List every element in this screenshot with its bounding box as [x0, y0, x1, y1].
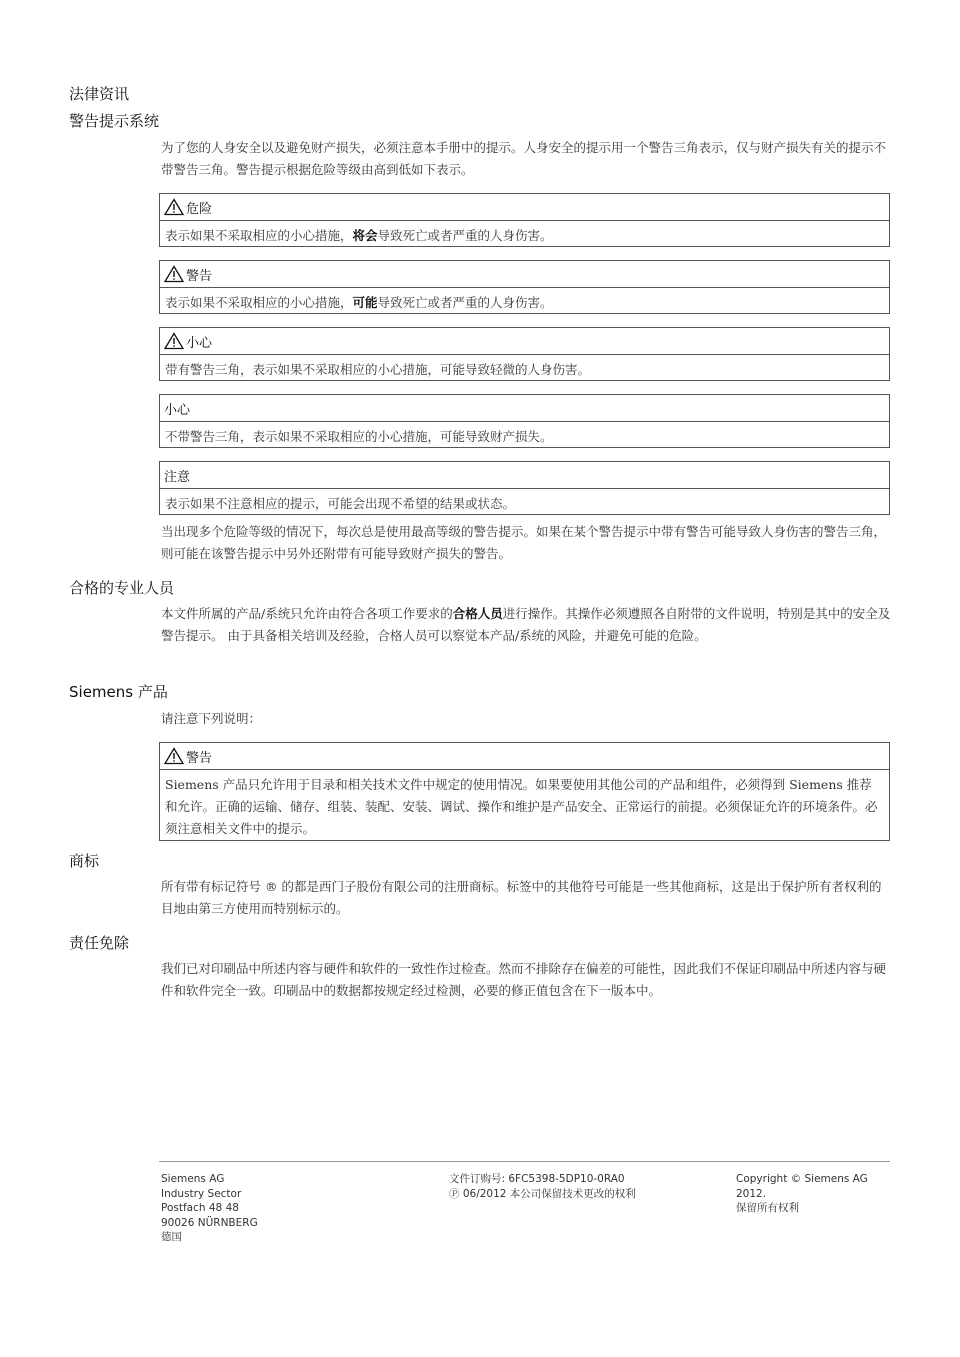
siemens-products-intro: 请注意下列说明： — [161, 711, 262, 726]
multi-level-note: 当出现多个危险等级的情况下，每次总是使用最高等级的警告提示。如果在某个警告提示中带有警告可能导致人身伤害的警告三角，则可能在该警告提示中另外还附带有可能导致财产损失的警告。 — [161, 524, 887, 561]
notice-caution-header — [160, 328, 889, 355]
trademarks-text: 所有带有标记符号 ® 的都是西门子股份有限公司的注册商标。标签中的其他符号可能是一些其他商标，这是出于保护所有者权利的 目地由第三方使用而特别标示的。 — [161, 879, 882, 916]
qualified-text-part: 进行操作。其操作必须遵照各自附带的文件说明，特别是其中的安全及警告提示。 由于具备相关培训及经验，合格人员可以察觉本产品/系统的风险，并避免可能的危险。 — [161, 606, 891, 643]
footer-address-line: 德国 — [161, 1231, 182, 1243]
notice-caution-box — [159, 394, 890, 448]
trademarks-heading: 商标 — [69, 852, 100, 870]
notice-warning-box — [159, 260, 890, 314]
footer-copyright-line: 2012. — [736, 1187, 767, 1200]
notice-caution-triangle-box — [159, 327, 890, 381]
notice-note-header — [160, 462, 889, 489]
notice-danger-text — [160, 221, 889, 250]
notice-text-emphasis: 将会 — [352, 228, 378, 243]
notice-warning-text — [160, 288, 889, 317]
notice-title: 警告 — [186, 750, 213, 766]
footer-address-line: Siemens AG — [161, 1173, 225, 1185]
notice-title: 危险 — [186, 201, 213, 217]
footer-divider — [159, 1161, 890, 1162]
warning-triangle-icon — [164, 747, 184, 765]
footer-copyright — [736, 1172, 868, 1216]
notice-caution-plain-text: 不带警告三角，表示如果不采取相应的小心措施，可能导致财产损失。 — [165, 429, 553, 444]
siemens-products-heading: Siemens 产品 — [69, 683, 168, 701]
footer-order-info — [449, 1172, 636, 1201]
warning-system-heading: 警告提示系统 — [69, 112, 160, 130]
notice-note-text: 表示如果不注意相应的提示，可能会出现不希望的结果或状态。 — [165, 496, 516, 511]
footer-address — [161, 1172, 258, 1245]
notice-title: 小心 — [186, 335, 213, 351]
notice-title: 警告 — [186, 268, 213, 284]
notice-danger-box — [159, 193, 890, 247]
notice-text-part: 导致死亡或者严重的人身伤害。 — [377, 228, 553, 243]
footer-copyright-line: 保留所有权利 — [736, 1202, 799, 1214]
footer-order-number: 文件订购号: 6FC5398-5DP10-0RA0 — [449, 1173, 625, 1185]
notice-caution-text: 带有警告三角，表示如果不采取相应的小心措施，可能导致轻微的人身伤害。 — [165, 362, 591, 377]
siemens-warning-box — [159, 742, 890, 841]
notice-danger-header — [160, 194, 889, 221]
notice-text-part: 表示如果不采取相应的小心措施， — [165, 295, 353, 310]
warning-triangle-icon — [164, 198, 184, 216]
warning-triangle-icon — [164, 332, 184, 350]
qualified-personnel-text — [161, 603, 891, 647]
footer-edition: Ⓟ 06/2012 本公司保留技术更改的权利 — [449, 1187, 636, 1200]
qualified-text-emphasis: 合格人员 — [452, 606, 503, 621]
warning-system-intro: 为了您的人身安全以及避免财产损失，必须注意本手册中的提示。人身安全的提示用一个警告三角表示，仅与财产损失有关的提示不带警告三角。警告提示根据危险等级由高到低如下表示。 — [161, 140, 887, 177]
notice-title: 小心 — [164, 402, 191, 418]
notice-text-part: 表示如果不采取相应的小心措施， — [165, 228, 353, 243]
disclaimer-heading: 责任免除 — [69, 934, 130, 952]
notice-text-emphasis: 可能 — [352, 295, 378, 310]
notice-warning-header — [160, 261, 889, 288]
notice-title: 注意 — [164, 469, 191, 485]
disclaimer-text: 我们已对印刷品中所述内容与硬件和软件的一致性作过检查。然而不排除存在偏差的可能性，因此我们不保证印刷品中所述内容与硬件和软件完全一致。印刷品中的数据都按规定经过检测，必要的修正值包含在下一版本中。 — [161, 961, 887, 998]
legal-info-title: 法律资讯 — [69, 85, 130, 103]
siemens-warning-text: Siemens 产品只允许用于目录和相关技术文件中规定的使用情况。如果要使用其他公司的产品和组件，必须得到 Siemens 推荐和允许。正确的运输、储存、组装、装配、安装、调试、操作和维护是产品安全、正常运行的前提。必须保证允许的环境条件。必须注意相关文件中的提示。 — [165, 777, 878, 836]
footer-address-line: Industry Sector — [161, 1187, 242, 1200]
footer-address-line: 90026 NÜRNBERG — [161, 1216, 258, 1229]
siemens-warning-header — [160, 743, 889, 770]
footer-address-line: Postfach 48 48 — [161, 1202, 239, 1214]
notice-note-box — [159, 461, 890, 515]
notice-text-part: 导致死亡或者严重的人身伤害。 — [377, 295, 553, 310]
qualified-personnel-heading: 合格的专业人员 — [69, 579, 175, 597]
qualified-text-part: 本文件所属的产品/系统只允许由符合各项工作要求的 — [161, 606, 453, 621]
notice-caution-plain-header — [160, 395, 889, 422]
warning-triangle-icon — [164, 265, 184, 283]
footer-copyright-line: Copyright © Siemens AG — [736, 1173, 868, 1185]
